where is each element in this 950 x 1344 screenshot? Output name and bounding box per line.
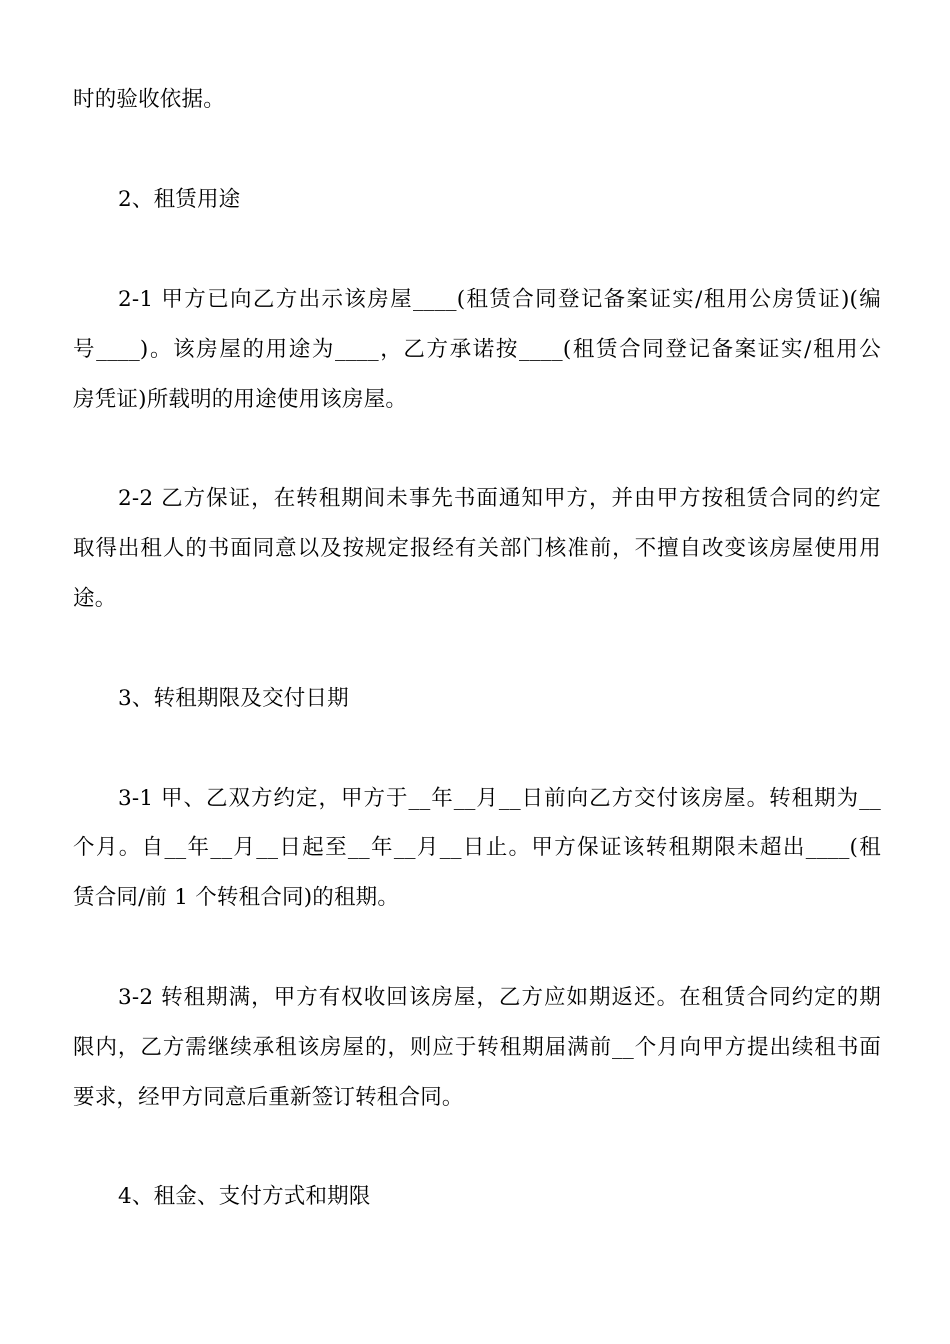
paragraph-line: 3-1 甲、乙双方约定，甲方于__年__月__日前向乙方交付该房屋。转租期为__: [118, 786, 881, 811]
paragraph-line: 赁合同/前 1 个转租合同)的租期。: [73, 885, 400, 910]
paragraph-line: 2-2 乙方保证，在转租期间未事先书面通知甲方，并由甲方按租赁合同的约定: [118, 486, 881, 511]
paragraph-line: 房凭证)所载明的用途使用该房屋。: [73, 387, 408, 412]
paragraph-line: 3-2 转租期满，甲方有权收回该房屋，乙方应如期返还。在租赁合同约定的期: [118, 985, 881, 1010]
paragraph-line: 号____)。该房屋的用途为____，乙方承诺按____(租赁合同登记备案证实/租用公: [73, 337, 881, 362]
paragraph-line: 取得出租人的书面同意以及按规定报经有关部门核准前，不擅自改变该房屋使用用: [73, 536, 881, 561]
paragraph-line: 2-1 甲方已向乙方出示该房屋____(租赁合同登记备案证实/租用公房赁证)(编: [118, 287, 881, 312]
paragraph-line: 时的验收依据。: [73, 87, 225, 112]
section-heading-2: 2、租赁用途: [118, 187, 241, 212]
paragraph-line: 个月。自__年__月__日起至__年__月__日止。甲方保证该转租期限未超出____(租: [73, 835, 881, 860]
section-heading-3: 3、转租期限及交付日期: [118, 686, 349, 711]
section-heading-4: 4、租金、支付方式和期限: [118, 1184, 371, 1209]
paragraph-line: 要求，经甲方同意后重新签订转租合同。: [73, 1085, 464, 1110]
paragraph-line: 限内，乙方需继续承租该房屋的，则应于转租期届满前__个月向甲方提出续租书面: [73, 1035, 881, 1060]
paragraph-line: 途。: [73, 586, 117, 611]
